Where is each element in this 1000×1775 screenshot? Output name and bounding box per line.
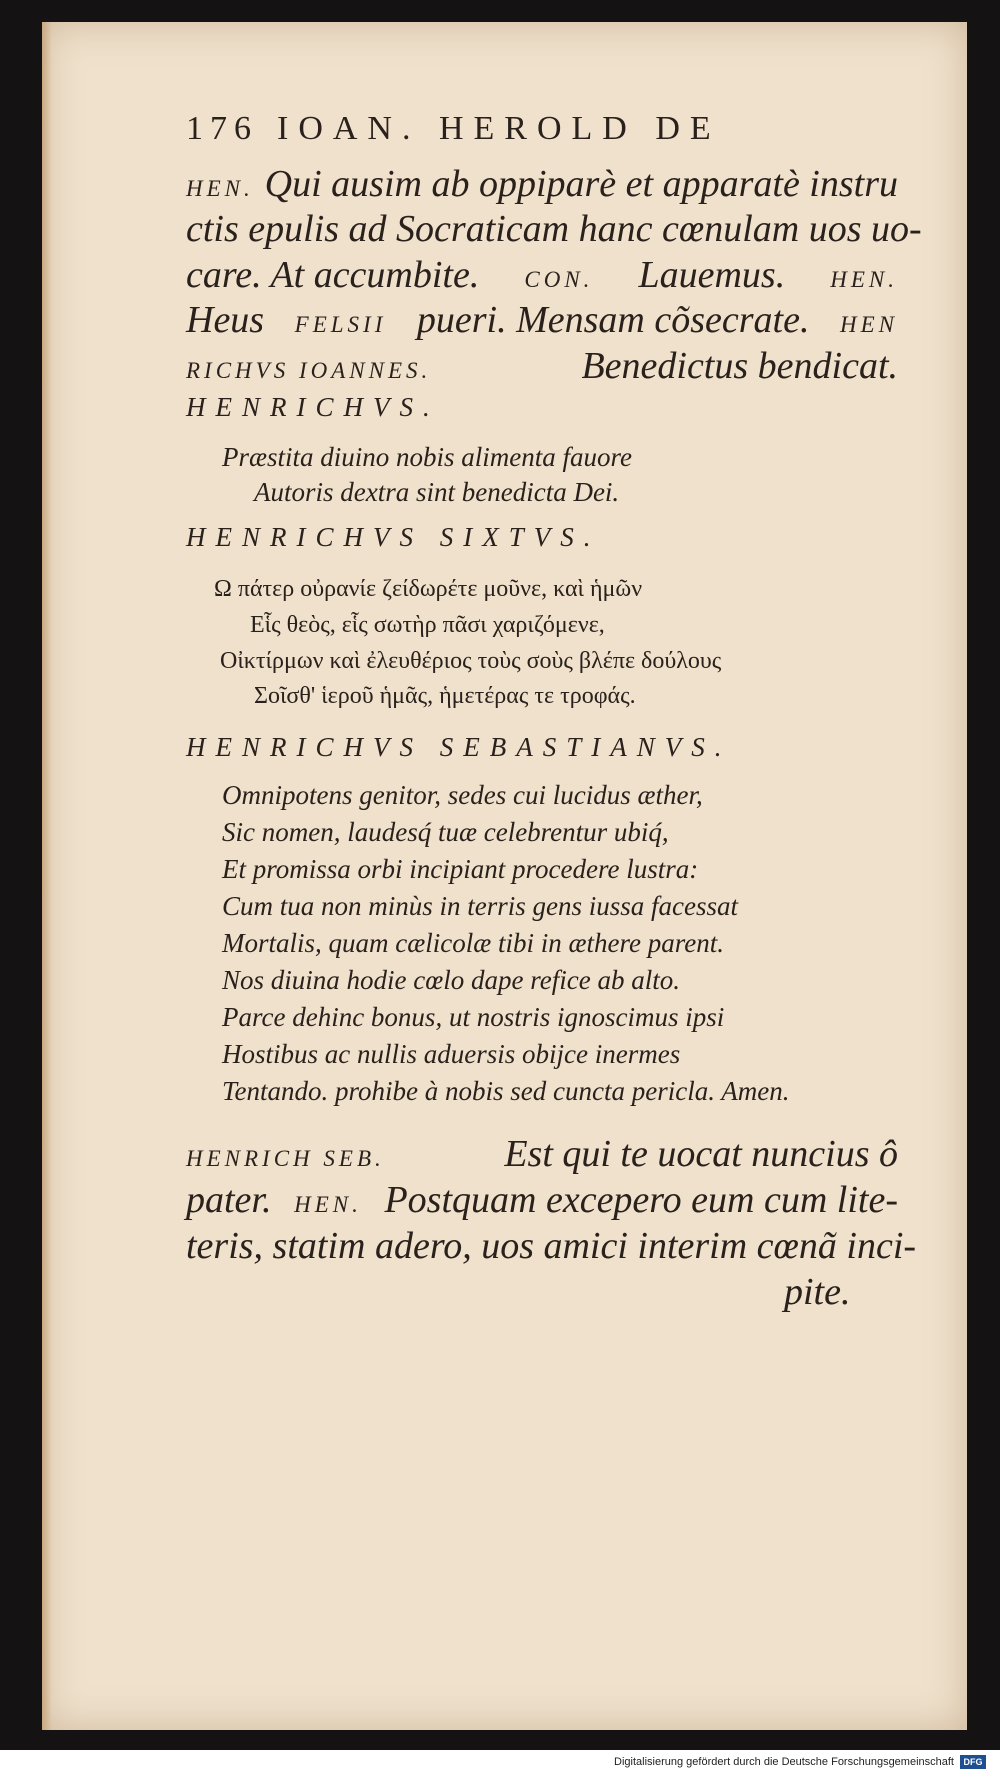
text-run: Qui ausim ab oppiparè et apparatè instru: [264, 163, 898, 205]
text-run: Οἰκτίρμων καὶ ἐλευθέριος τοὺς σοὺς βλέπε δούλους: [220, 648, 722, 674]
text-line: [222, 817, 669, 848]
text-line: [784, 1270, 850, 1314]
text-line: [250, 612, 605, 639]
text-run: Sic nomen, laudesq́ tuæ celebrentur ubiq́,: [222, 817, 669, 847]
text-run: Præstita diuino nobis alimenta fauore: [222, 442, 633, 472]
text-run: pite.: [784, 1271, 851, 1313]
text-line: [222, 1076, 789, 1107]
dfg-logo: DFG: [960, 1755, 986, 1769]
text-line: [254, 477, 619, 508]
text-line: [186, 253, 898, 297]
text-run: pater.: [186, 1179, 272, 1221]
text-run: Ω πάτερ οὐρανίε ζείδωρέτε μοῦνε, καὶ ἡμῶν: [214, 576, 643, 602]
text-run: Est qui te uocat nuncius ô: [504, 1133, 898, 1175]
text-run: Tentando. prohibe à nobis sed cuncta pericla. Amen.: [222, 1076, 790, 1106]
text-run: pueri. Mensam cõsecrate.: [416, 299, 810, 341]
text-line: [186, 1224, 917, 1268]
page-text: [42, 22, 967, 1730]
text-run: Parce dehinc bonus, ut nostris ignoscimus ipsi: [222, 1002, 725, 1032]
text-run: HEN.: [186, 176, 254, 201]
text-run: HENRICHVS SEBASTIANVS.: [186, 732, 732, 762]
page-number: 176: [186, 110, 258, 147]
text-line: [186, 1178, 898, 1222]
text-run: Benedictus bendicat.: [581, 345, 898, 387]
text-line: [214, 576, 642, 603]
text-line: [186, 298, 898, 342]
text-run: CON.: [524, 267, 594, 292]
text-line: [222, 1039, 680, 1070]
text-run: Cum tua non minùs in terris gens iussa facessat: [222, 891, 739, 921]
text-run: Omnipotens genitor, sedes cui lucidus æther,: [222, 780, 703, 810]
text-run: RICHVS IOANNES.: [186, 358, 432, 383]
text-line: [222, 965, 680, 996]
running-title: IOAN. HEROLD DE: [277, 110, 721, 147]
text-line: [186, 162, 898, 206]
text-run: HEN.: [830, 267, 898, 292]
text-line: [222, 928, 724, 959]
text-line: [186, 1132, 898, 1176]
text-run: Σοῖσθ' ἱεροῦ ἡμᾶς, ἡμετέρας τε τροφάς.: [254, 683, 636, 709]
text-run: Lauemus.: [638, 254, 786, 296]
text-line: [254, 683, 636, 710]
text-line: [186, 392, 440, 423]
text-line: [186, 732, 731, 763]
book-page: [42, 22, 967, 1730]
text-line: [186, 522, 600, 553]
text-line: [222, 1002, 724, 1033]
text-run: FELSII: [294, 312, 387, 337]
text-run: HEN.: [294, 1192, 362, 1217]
text-line: [222, 780, 703, 811]
text-run: HENRICHVS.: [186, 392, 440, 422]
text-run: HENRICHVS SIXTVS.: [186, 522, 601, 552]
text-run: Mortalis, quam cælicolæ tibi in æthere parent.: [222, 928, 724, 958]
text-run: HEN: [839, 312, 898, 337]
digitization-credit: Digitalisierung gefördert durch die Deutsche Forschungsgemeinschaft: [614, 1756, 954, 1768]
text-run: HENRICH SEB.: [186, 1146, 385, 1171]
text-run: Heus: [186, 299, 265, 341]
text-run: Nos diuina hodie cœlo dape refice ab alto.: [222, 965, 680, 995]
text-run: Autoris dextra sint benedicta Dei.: [254, 477, 620, 507]
text-line: [222, 854, 698, 885]
text-run: teris, statim adero, uos amici interim cœnã inci-: [186, 1225, 917, 1267]
text-run: ctis epulis ad Socraticam hanc cœnulam uos uo-: [186, 208, 922, 250]
text-run: Et promissa orbi incipiant procedere lustra:: [222, 854, 699, 884]
text-run: Postquam excepero eum cum lite-: [384, 1179, 898, 1221]
text-line: [220, 648, 721, 675]
text-line: [222, 442, 632, 473]
text-line: [186, 344, 898, 388]
text-line: [186, 207, 922, 251]
text-run: Hostibus ac nullis aduersis obijce inermes: [222, 1039, 681, 1069]
text-line: [222, 891, 738, 922]
text-run: Εἷς θεὸς, εἷς σωτὴρ πᾶσι χαριζόμενε,: [250, 612, 605, 638]
text-run: care. At accumbite.: [186, 254, 480, 296]
